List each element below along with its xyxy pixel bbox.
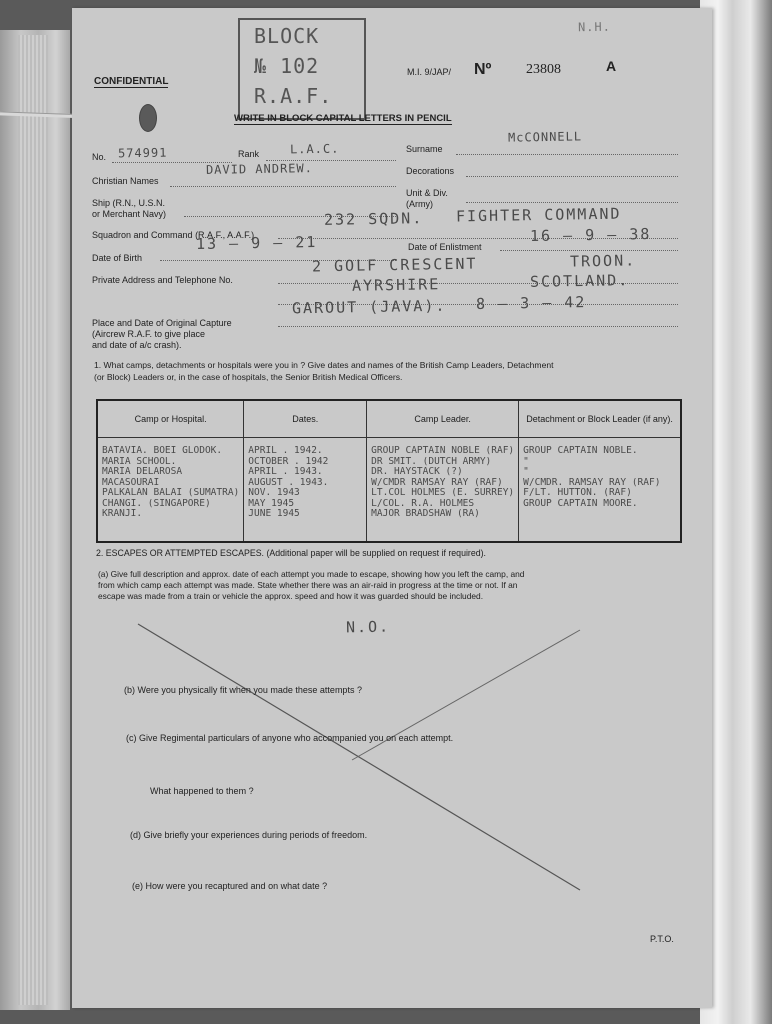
number-label: Nº <box>474 61 492 78</box>
pto-label: P.T.O. <box>650 934 674 944</box>
escape-answer: N.O. <box>345 617 391 637</box>
stamp-line1: BLOCK <box>254 24 320 48</box>
detachment-entry: GROUP CAPTAIN MOORE. <box>523 498 638 509</box>
confidential-label: CONFIDENTIAL <box>94 76 169 87</box>
question2-d: (d) Give briefly your experiences during periods of freedom. <box>130 830 368 840</box>
question2-a-line2: from which camp each attempt was made. State whether there was an air-raid in progress at the time or not. If an <box>98 580 518 590</box>
header-leader: Camp Leader. <box>367 400 519 438</box>
detachment-entry: W/CMDR. RAMSAY RAY (RAF) <box>523 477 661 488</box>
detachment-entry: F/LT. HUTTON. (RAF) <box>523 488 632 498</box>
decorations-label: Decorations <box>406 166 455 176</box>
number-suffix: A <box>606 58 617 74</box>
stamp-line2: № 102 <box>254 54 320 78</box>
date-entry: MAY 1945 <box>248 498 295 509</box>
ref-label: M.I. 9/JAP/ <box>407 67 452 77</box>
question1-line1: 1. What camps, detachments or hospitals were you in ? Give dates and names of the British Camp Leaders, Detachment <box>94 360 554 370</box>
capture-label-1: Place and Date of Original Capture <box>92 318 232 328</box>
christian-label: Christian Names <box>92 176 159 186</box>
no-label: No. <box>92 152 107 162</box>
leader-entry: L/COL. R.A. HOLMES <box>371 498 475 509</box>
squadron-label: Squadron and Command (R.A.F., A.A.F.) <box>92 230 255 240</box>
rank-value: L.A.C. <box>289 141 340 157</box>
date-entry: APRIL . 1942. <box>248 446 323 456</box>
question2-a-line1: (a) Give full description and approx. date of each attempt you made to escape, showing how you left the camp, and <box>98 569 525 579</box>
question1-line2: (or Block) Leaders or, in the case of hospitals, the Senior British Medical Officers. <box>94 372 403 382</box>
date-entry: AUGUST . 1943. <box>248 477 329 488</box>
camp-entry: BATAVIA. BOEI GLODOK. <box>102 446 223 456</box>
instruction-label: WRITE IN BLOCK CAPITAL LETTERS IN PENCIL <box>234 113 452 124</box>
question2-c-followup: What happened to them ? <box>150 786 254 796</box>
ship-label-2: or Merchant Navy) <box>92 209 167 219</box>
number-value: 23808 <box>526 62 561 77</box>
unit-label-2: (Army) <box>406 199 433 209</box>
camp-entry: KRANJI. <box>102 509 143 519</box>
camp-entry: PALKALAN BALAI (SUMATRA) <box>102 488 240 498</box>
squadron-value: 232 SQDN. <box>323 209 424 229</box>
detachment-entry: " <box>523 467 529 477</box>
header-detachment: Detachment or Block Leader (if any). <box>519 400 681 438</box>
header-camp: Camp or Hospital. <box>97 400 244 438</box>
question2-c: (c) Give Regimental particulars of anyone who accompanied you on each attempt. <box>126 733 454 743</box>
enlist-value: 16 – 9 – 38 <box>529 224 652 246</box>
capture-label-3: and date of a/c crash). <box>92 340 182 350</box>
leader-entry: DR SMIT. (DUTCH ARMY) <box>371 456 492 467</box>
command-value: FIGHTER COMMAND <box>455 204 622 226</box>
camp-entry: CHANGI. (SINGAPORE) <box>102 498 211 509</box>
date-entry: APRIL . 1943. <box>248 467 323 477</box>
leader-entry: GROUP CAPTAIN NOBLE (RAF) <box>371 446 515 456</box>
stamp-line3: R.A.F. <box>254 84 333 108</box>
capture-label-2: (Aircrew R.A.F. to give place <box>92 329 206 339</box>
camp-entry: MARIA DELAROSA <box>102 467 183 477</box>
address-line1: 2 GOLF CRESCENT <box>311 254 478 276</box>
detachment-entry: " <box>523 456 529 467</box>
christian-value: DAVID ANDREW. <box>205 161 314 177</box>
address-town: TROON. <box>569 251 637 271</box>
camp-entry: MARIA SCHOOL. <box>102 456 177 467</box>
detachment-entry: GROUP CAPTAIN NOBLE. <box>523 446 638 456</box>
capture-date: 8 – 3 – 42 <box>475 293 587 313</box>
capture-place: GAROUT (JAVA). <box>291 296 447 318</box>
corner-note: N.H. <box>577 19 612 35</box>
leader-entry: MAJOR BRADSHAW (RA) <box>371 509 480 519</box>
unit-label-1: Unit & Div. <box>406 188 448 198</box>
date-entry: OCTOBER . 1942 <box>248 456 329 467</box>
date-entry: JUNE 1945 <box>248 509 300 519</box>
strike-line-1 <box>138 624 580 890</box>
leader-entry: DR. HAYSTACK (?) <box>371 467 463 477</box>
no-value: 574991 <box>117 145 168 161</box>
surname-value: McCONNELL <box>507 129 583 145</box>
address-label: Private Address and Telephone No. <box>92 275 233 285</box>
dob-value: 13 – 9 – 21 <box>195 232 318 254</box>
date-entry: NOV. 1943 <box>248 488 300 498</box>
question2-b: (b) Were you physically fit when you made these attempts ? <box>124 685 362 695</box>
header-dates: Dates. <box>244 400 367 438</box>
ship-label-1: Ship (R.N., U.S.N. <box>92 198 166 208</box>
rank-label: Rank <box>238 149 260 159</box>
dob-label: Date of Birth <box>92 253 143 263</box>
address-country: SCOTLAND. <box>529 271 630 291</box>
leader-entry: W/CMDR RAMSAY RAY (RAF) <box>371 477 503 488</box>
question2-a-line3: escape was made from a train or vehicle the approx. speed and how it was guarded should be included. <box>98 591 484 601</box>
camp-entry: MACASOURAI <box>102 477 160 488</box>
question2-title: 2. ESCAPES OR ATTEMPTED ESCAPES. (Additional paper will be supplied on request if required). <box>96 548 487 558</box>
leader-entry: LT.COL HOLMES (E. SURREY) <box>371 488 515 498</box>
address-line2: AYRSHIRE <box>351 275 441 295</box>
enlist-label: Date of Enlistment <box>408 242 482 252</box>
surname-label: Surname <box>406 144 443 154</box>
question2-e: (e) How were you recaptured and on what date ? <box>132 881 328 891</box>
